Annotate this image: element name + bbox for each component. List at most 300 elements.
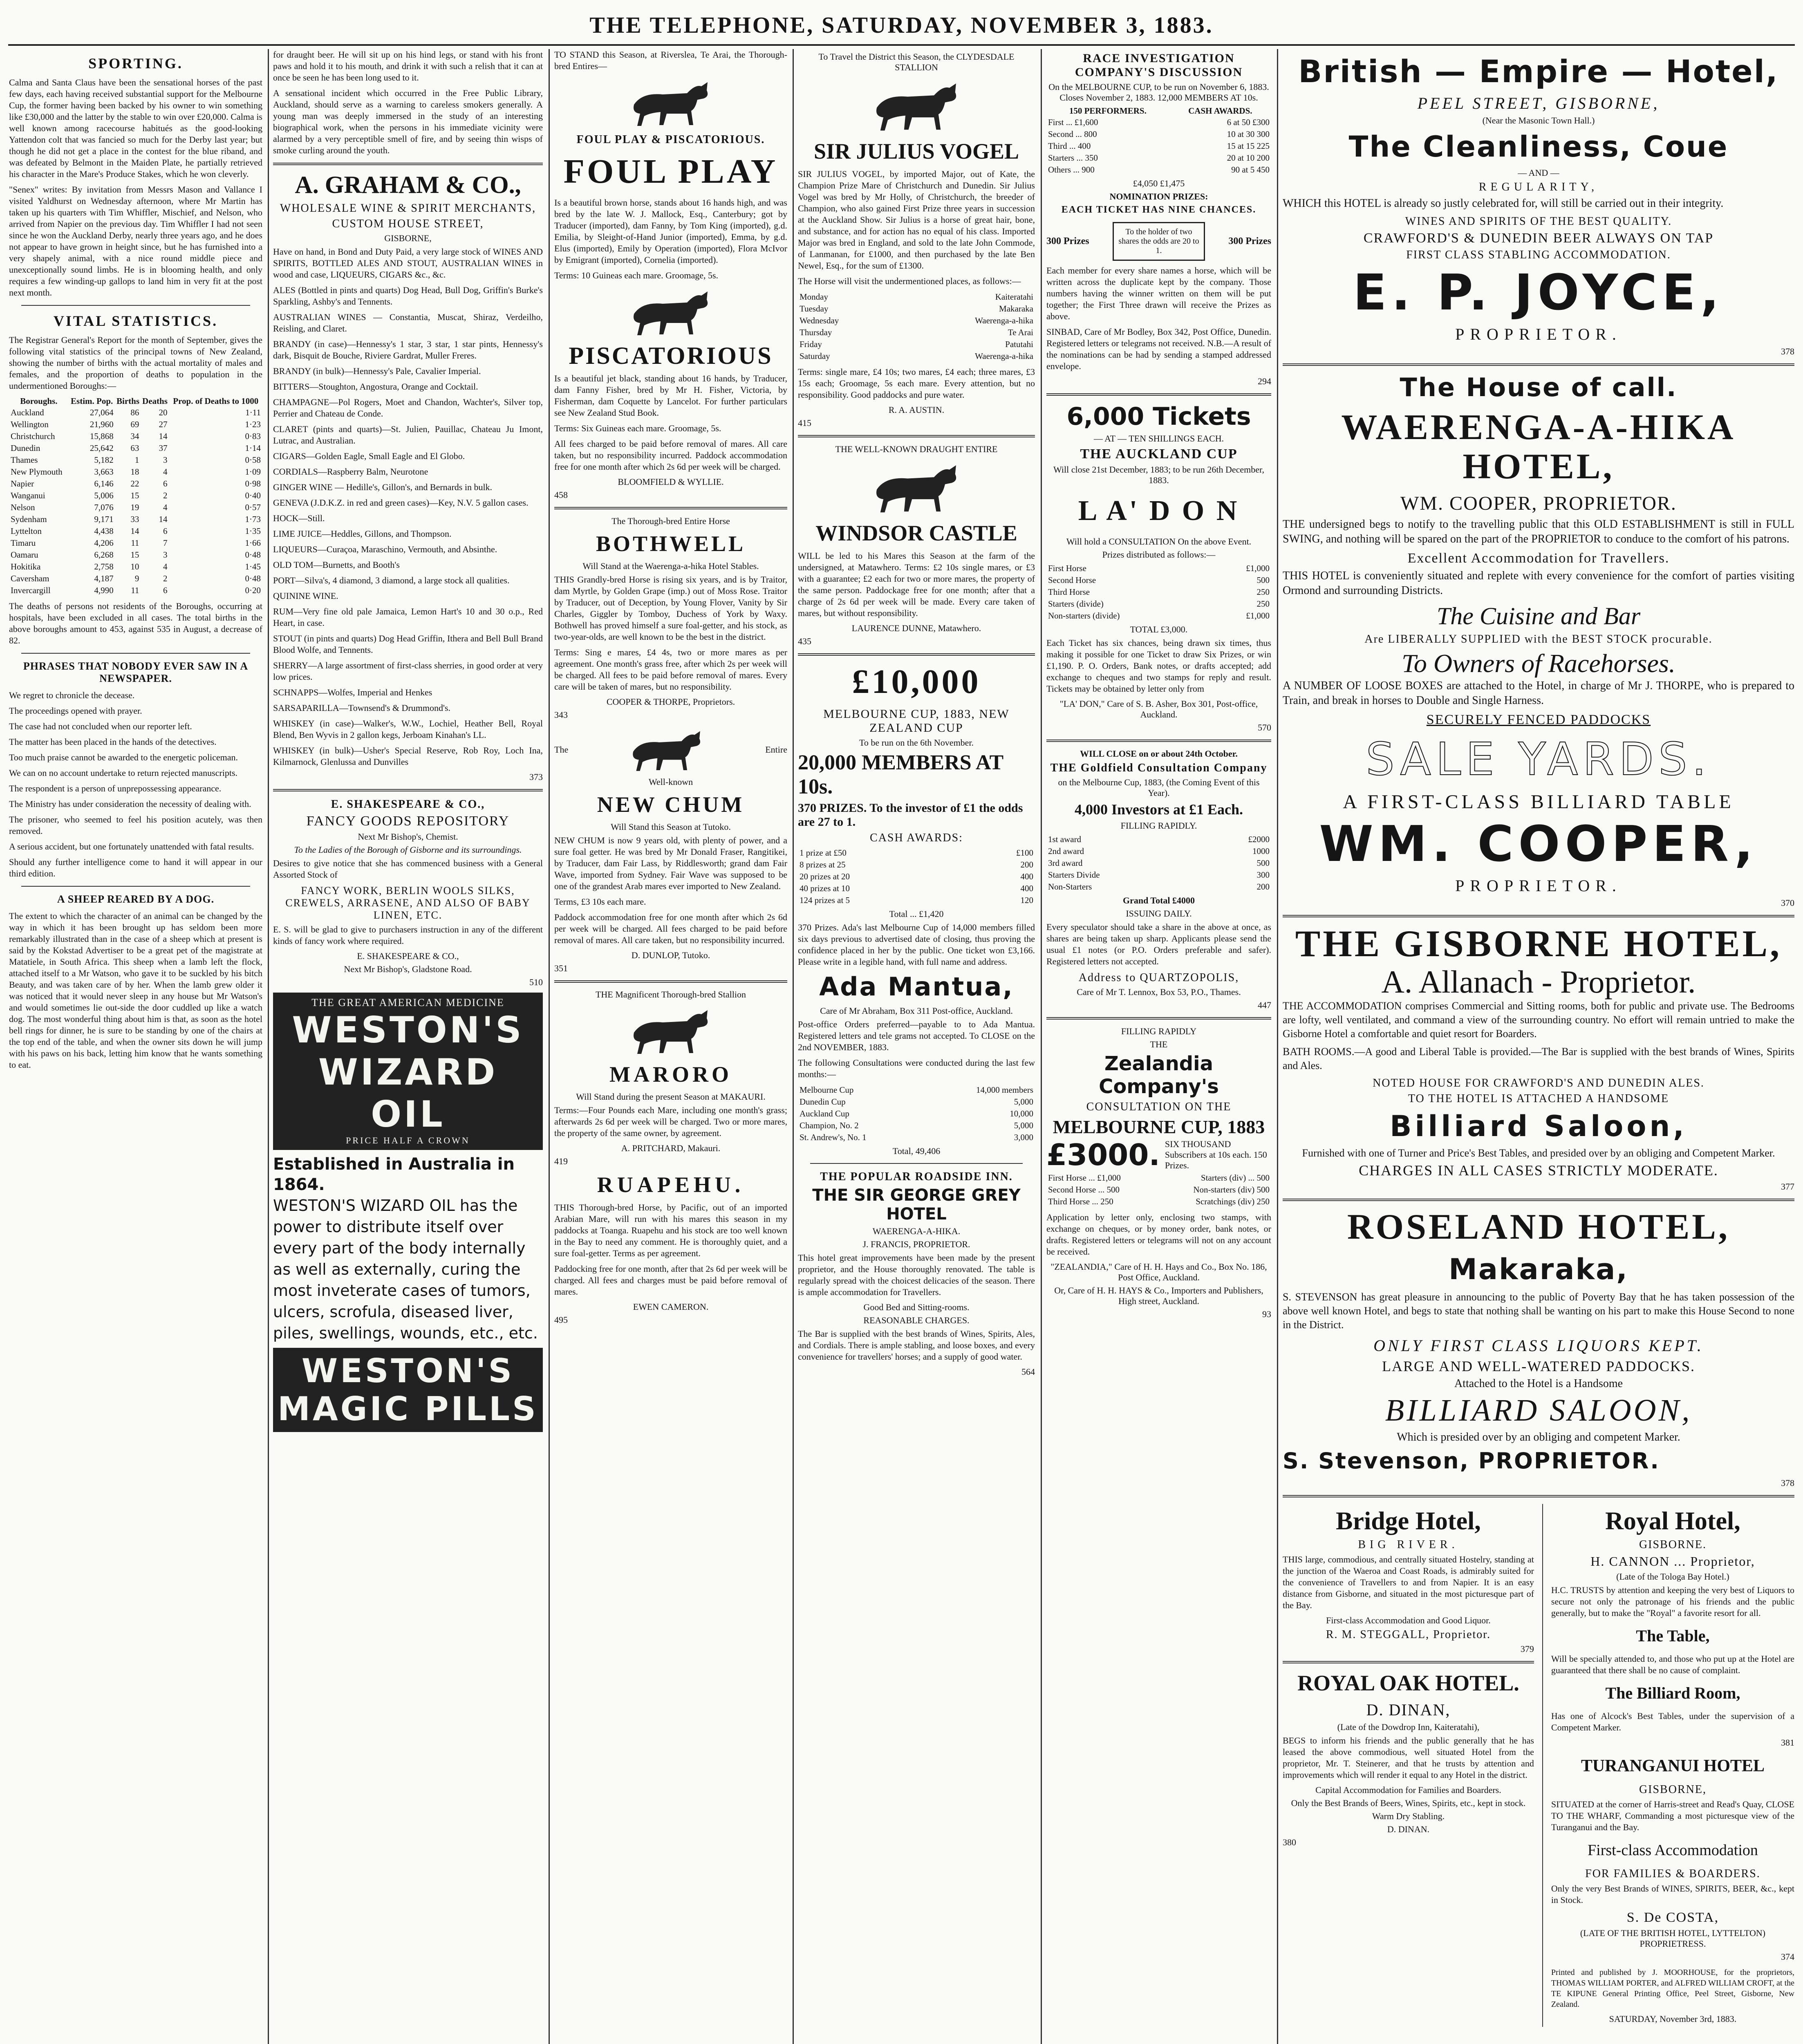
roseland-hotel-marker: Which is presided over by an obliging and competent Marker. — [1397, 1431, 1680, 1443]
table-row — [9, 490, 262, 502]
table-header: Boroughs. — [20, 396, 58, 406]
itinerary-row-cell: Waerenga-a-hika — [975, 351, 1033, 361]
sweep-body: 370 Prizes. Ada's last Melbourne Cup of 14,000 members filled six days previous to advertised date of closing, thus proving the confidence placed in her by the public. One ticket won £3,166. Please write in a legible hand, with full name and address. — [798, 922, 1035, 967]
divider — [1046, 1017, 1271, 1020]
proprietor-label: PROPRIETOR. — [1455, 325, 1622, 343]
royal-hotel-billiard-body: Has one of Alcock's Best Tables, under the supervision of a Competent Marker. — [1551, 1711, 1794, 1732]
race-investigation-row — [1046, 117, 1271, 128]
article-paragraph: Calma and Santa Claus have been the sensational horses of the past few days, each having received substantial support for the Melbourne Cup, the former having been backed by his owner to win something like £30,000 and the latter by the stable to win over £20,000. Calma is well known among racecourse habitués as the good-looking Yattendon colt that was fancied so much for the Derby last year; but though he did not get a place in the contest for the blue riband, and was defeated by Belmont in the Maiden Plate, he partially retrieved his character in the Mare's Produce Stakes, which he won cleverly. — [9, 77, 262, 179]
roseland-hotel-title: ROSELAND HOTEL, — [1347, 1207, 1730, 1247]
wine-list-item: BRANDY (in case)—Hennessy's 1 star, 3 star, 1 star pints, Hennessy's dark, Bisquit de Bouche, Riviere Gardrat, Muller Freres. — [273, 339, 543, 361]
table-row-cell: Caversham — [11, 574, 49, 583]
consultation-row-cell: Auckland Cup — [800, 1109, 849, 1118]
itinerary-row — [798, 303, 1035, 315]
royal-oak-brands: Only the Best Brands of Beers, Wines, Spirits, etc., kept in stock. — [1291, 1798, 1526, 1808]
la-don-prize-row — [1046, 610, 1271, 622]
royal-hotel-late: (Late of the Tologa Bay Hotel.) — [1616, 1571, 1729, 1582]
la-don-prize-row-cell: £1,000 — [1246, 611, 1270, 621]
royal-hotel-title: Royal Hotel, — [1605, 1507, 1740, 1535]
column-hotels — [1279, 49, 1799, 2044]
royal-hotel-place: GISBORNE. — [1639, 1538, 1707, 1551]
column-divider — [549, 49, 550, 2044]
stallion-itinerary-intro: The Horse will visit the undermentioned places, as follows:— — [798, 276, 1021, 286]
royal-oak-stabling: Warm Dry Stabling. — [1372, 1811, 1445, 1821]
stallion-description: THIS Grandly-bred Horse is rising six years, and is by Traitor, dam Myrtle, by Golden Grape (imp.) out of Moss Rose. Traitor by Traducer, out of Deception, by Young Flover, Vanity by Sir Charles, Giggler by Tomboy, Duchess of York by Waxy. Bothwell has proved himself a sure foal-getter, and his stock, as two-year-olds, are well known to be the best in the district. — [554, 574, 787, 642]
itinerary-row-cell: Kaiteratahi — [995, 292, 1033, 302]
divider — [554, 507, 787, 509]
goldfield-award-row — [1046, 845, 1271, 857]
goldfield-award-row-cell: 1000 — [1252, 846, 1270, 856]
cash-award-row — [798, 859, 1035, 871]
advert-number: 343 — [554, 710, 568, 720]
divider — [1283, 363, 1794, 366]
cash-award-row-cell: 20 prizes at 20 — [800, 872, 850, 881]
table-row-cell: 1·45 — [245, 562, 261, 572]
divider — [1046, 740, 1271, 742]
new-chum-header — [554, 725, 787, 774]
label-the: The — [554, 744, 569, 755]
masthead: THE TELEPHONE, SATURDAY, NOVEMBER 3, 1883. — [589, 13, 1214, 38]
table-row-cell: 14 — [159, 431, 168, 441]
auckland-cup-title: THE AUCKLAND CUP — [1080, 446, 1238, 462]
roseland-hotel-attached: Attached to the Hotel is a Handsome — [1454, 1377, 1623, 1390]
table-row — [9, 442, 262, 454]
cash-award-row-cell: 1 prize at £50 — [800, 848, 847, 858]
inn-title: THE SIR GEORGE GREY HOTEL — [812, 1186, 1021, 1224]
goldfield-award-row — [1046, 869, 1271, 881]
banner-product: WIZARD OIL — [318, 1051, 498, 1135]
divider — [810, 1163, 1023, 1164]
advert-number: 458 — [554, 490, 568, 500]
itinerary-table — [798, 291, 1035, 362]
gisborne-hotel-billiards: Billiard Saloon, — [1390, 1109, 1687, 1143]
cash-award-row — [798, 894, 1035, 906]
advert-number: 373 — [529, 772, 543, 782]
wizard-oil-body: WESTON'S WIZARD OIL has the power to distribute itself over every part of the body internally as well as externally, curing the most inveterate cases of tumors, ulcers, scrofula, diseased liver, piles, swellings, wounds, etc., etc. — [273, 1197, 538, 1342]
zealandia-filling: FILLING RAPIDLY — [1121, 1026, 1197, 1036]
advert-signature: COOPER & THORPE, Proprietors. — [606, 697, 735, 707]
wine-list-item: STOUT (in pints and quarts) Dog Head Griffin, Ithera and Bell Bull Brand Blood Wolfe, and Tennents. — [273, 633, 543, 655]
zealandia-body: Application by letter only, enclosing two stamps, with exchange on cheques, or by money order, bank notes, or drafts. Registered letters or telegrams will not on any account be received. — [1046, 1212, 1271, 1257]
divider — [1283, 915, 1794, 917]
phrase-item: The matter has been placed in the hands of the detectives. — [9, 737, 217, 747]
advert-subtitle: WHOLESALE WINE & SPIRIT MERCHANTS, — [280, 202, 536, 215]
table-row-cell: 7,076 — [94, 502, 114, 512]
sweep-events: MELBOURNE CUP, 1883, NEW ZEALAND CUP — [823, 707, 1010, 735]
goldfield-award-row-cell: 500 — [1257, 858, 1270, 868]
consultation-row-cell: 5,000 — [1014, 1097, 1033, 1107]
phrase-item: We regret to chronicle the decease. — [9, 690, 135, 700]
stallion-stand: Will Stand during the present Season at MAKAURI. — [576, 1091, 766, 1102]
advert-address: Next Mr Bishop's, Gladstone Road. — [344, 964, 472, 974]
divider — [1283, 1495, 1794, 1497]
advert-label: THE Magnificent Thorough-bred Stallion — [595, 989, 746, 1000]
ada-mantua-terms: Post-office Orders preferred—payable to to Ada Mantua. Registered letters and tele grams not accepted. To CLOSE on the 2nd NOVEMBER, 1883. — [798, 1019, 1035, 1052]
race-investigation-row-cell: Starters ... 350 — [1048, 153, 1098, 163]
la-don-prize-row-cell: Third Horse — [1048, 587, 1090, 597]
stallion-description: THIS Thorough-bred Horse, by Pacific, out of an imported Arabian Mare, will run with his mares this season in my paddocks at Toanga. Ruapehu and his stock are too well known in the Bay to need any comment. He is thoroughly quiet, and a sure foal-getter. Terms as per agreement. — [554, 1202, 787, 1258]
table-row-cell: 6,268 — [94, 550, 114, 560]
phrase-item: The proceedings opened with prayer. — [9, 706, 142, 716]
consultations-total: Total, 49,406 — [892, 1146, 941, 1156]
divider — [273, 163, 543, 165]
hotel-right-column — [1551, 1504, 1794, 2027]
sale-yards: SALE YARDS. — [1366, 733, 1711, 785]
advert-number: 415 — [798, 418, 811, 428]
wine-list-item: CIGARS—Golden Eagle, Small Eagle and El Globo. — [273, 451, 465, 461]
table-row — [9, 430, 262, 442]
divider — [1283, 1199, 1794, 1201]
race-investigation-row — [1046, 140, 1271, 152]
gisborne-hotel-title: THE GISBORNE HOTEL, — [1295, 923, 1782, 964]
table-row-cell: 15 — [130, 491, 139, 500]
table-row-cell: 19 — [130, 502, 139, 512]
magic-pills-banner — [273, 1348, 543, 1432]
goldfield-filling: FILLING RAPIDLY. — [1120, 820, 1197, 831]
table-header: CASH AWARDS. — [1188, 106, 1252, 116]
british-empire-hotel-title: British — Empire — Hotel, — [1298, 53, 1779, 90]
race-investigation-contact: SINBAD, Care of Mr Bodley, Box 342, Post Office, Dunedin. Registered letters or telegrams not received. N.B.—A result of the nominations can be had by sending a stamped addressed envelope. — [1046, 327, 1271, 371]
stallion-conditions: Paddock accommodation free for one month after which 2s 6d per week will be charged. All fees charged to be paid before removal of mares. All care taken, but no responsibility incurred. — [554, 912, 787, 945]
la-don-prize-row-cell: 500 — [1257, 575, 1270, 585]
divider — [21, 305, 250, 306]
race-investigation-row-cell: 15 at 15 225 — [1227, 141, 1270, 151]
divider — [1046, 393, 1271, 396]
wine-list-item: CHAMPAGNE—Pol Rogers, Moet and Chandon, Wachter's, Silver top, Perrier and Chateau de Conde. — [273, 397, 543, 419]
race-investigation-row — [1046, 164, 1271, 176]
table-row-cell: 15 — [130, 550, 139, 560]
advert-number: 379 — [1520, 1644, 1534, 1654]
advert-number: 419 — [554, 1156, 568, 1166]
table-row-cell: 0·83 — [245, 431, 261, 441]
wine-list-item: GENEVA (J.D.K.Z. in red and green cases)—Key, N.V. 5 gallon cases. — [273, 498, 529, 508]
consultation-row-cell: 3,000 — [1014, 1132, 1033, 1142]
table-row-cell: Christchurch — [11, 431, 55, 441]
cash-award-row-cell: 40 prizes at 10 — [800, 883, 850, 893]
table-row-cell: 14 — [159, 514, 168, 524]
advert-label: FOUL PLAY & PISCATORIOUS. — [576, 133, 765, 146]
table-row-cell: 3 — [163, 455, 168, 465]
wine-list-item: BITTERS—Stoughton, Angostura, Orange and Cocktail. — [273, 381, 478, 392]
race-investigation-row — [1046, 128, 1271, 140]
gisborne-hotel-noted: NOTED HOUSE FOR CRAWFORD'S AND DUNEDIN ALES. — [1373, 1077, 1704, 1089]
advert-number: 370 — [1781, 898, 1794, 908]
phrase-item: The respondent is a person of unprepossessing appearance. — [9, 783, 222, 793]
table-row-cell: 6 — [163, 479, 168, 489]
horse-illustration — [626, 725, 708, 774]
race-investigation-row-cell: 20 at 10 200 — [1227, 153, 1270, 163]
table-row-cell: 4,187 — [94, 574, 114, 583]
roseland-hotel-place: Makaraka, — [1449, 1253, 1628, 1286]
prizes-count: 300 Prizes — [1046, 236, 1089, 247]
royal-oak-signature: D. DINAN. — [1387, 1824, 1430, 1834]
wine-list-item: WHISKEY (in case)—Walker's, W.W., Lochiel, Heather Bell, Royal Blend, Ben Wyvis in 2 gallon kegs, Jerboam Kinahan's LL. — [273, 718, 543, 740]
turanganui-late: (LATE OF THE BRITISH HOTEL, LYTTELTON) PROPRIETRESS. — [1580, 1928, 1766, 1949]
itinerary-row-cell: Waerenga-a-hika — [975, 316, 1033, 325]
wizard-oil-established: Established in Australia in 1864. — [273, 1155, 515, 1194]
table-row-cell: Auckland — [11, 408, 44, 417]
advert-number: 380 — [1283, 1837, 1296, 1847]
cash-award-row-cell: 8 prizes at 25 — [800, 860, 846, 870]
sweep-run-date: To be run on the 6th November. — [859, 737, 974, 748]
zealandia-prize-row-cell: Second Horse ... 500 — [1048, 1185, 1120, 1195]
itinerary-row-cell: Tuesday — [800, 304, 829, 314]
table-row-cell: 1·35 — [245, 526, 261, 536]
stallion-name-bothwell: BOTHWELL — [596, 531, 746, 556]
itinerary-row — [798, 291, 1035, 303]
inn-place: WAERENGA-A-HIKA. — [872, 1226, 961, 1236]
zealandia-the: THE — [1150, 1039, 1168, 1049]
table-row-cell: 1·11 — [245, 408, 261, 417]
royal-oak-title: ROYAL OAK HOTEL. — [1297, 1671, 1519, 1695]
roseland-hotel-body: S. STEVENSON has great pleasure in announcing to the public of Poverty Bay that he has taken possession of the above well known Hotel, and begs to state that nothing shall be wanting on his part to make this House Second to none in the District. — [1283, 1291, 1794, 1331]
royal-hotel-table-body: Will be specially attended to, and those who put up at the Hotel are guaranteed that there shall be no cause of complaint. — [1551, 1654, 1794, 1675]
goldfield-award-row — [1046, 834, 1271, 845]
inn-body: This hotel great improvements have been made by the present proprietor, and the House thoroughly renovated. The table is regularly spread with the choicest delicacies of the season. There is ample accommodation for Travellers. — [798, 1253, 1035, 1297]
advert-number: 564 — [1021, 1367, 1035, 1377]
consultation-row-cell: Dunedin Cup — [800, 1097, 846, 1107]
hotel-cleanliness: The Cleanliness, Coue — [1348, 130, 1729, 164]
prize-row — [1046, 218, 1271, 265]
table-row-cell: 15,868 — [90, 431, 114, 441]
table-row — [9, 407, 262, 419]
table-row-cell: Wellington — [11, 419, 49, 429]
hotel-stabling: FIRST CLASS STABLING ACCOMMODATION. — [1406, 249, 1671, 261]
table-row-cell: 1 — [134, 455, 139, 465]
consultation-row-cell: 5,000 — [1014, 1121, 1033, 1130]
waerenga-hotel-paddocks: SECURELY FENCED PADDOCKS — [1426, 712, 1651, 727]
table-row-cell: Invercargill — [11, 585, 51, 595]
table-row-cell: 63 — [130, 443, 139, 453]
goldfield-address: Address to QUARTZOPOLIS, — [1078, 971, 1239, 984]
table-row-cell: 4,990 — [94, 585, 114, 595]
waerenga-hotel-excellent: Excellent Accommodation for Travellers. — [1407, 551, 1670, 566]
table-row-cell: 11 — [131, 585, 139, 595]
table-row-cell: Napier — [11, 479, 34, 489]
stallion-description: Is a beautiful jet black, standing about 16 hands, by Traducer, dam Fanny Fisher, bred by Mr H. Fisher, Victoria, by Fisherman, dam Coquette by Lancelot. For further particulars see New Zealand Stud Book. — [554, 373, 787, 418]
phrases-list — [9, 690, 262, 879]
wine-list-item: HOCK—Still. — [273, 513, 325, 523]
advert-intro: To Travel the District this Season, the CLYDESDALE STALLION — [818, 52, 1015, 72]
itinerary-row — [798, 338, 1035, 350]
wine-list-item: CORDIALS—Raspberry Balm, Neurotone — [273, 466, 428, 477]
divider — [1283, 1661, 1534, 1663]
waerenga-hotel-body: THIS HOTEL is conveniently situated and replete with every convenience for the comfort of parties visiting Ormond and surrounding Districts. — [1283, 569, 1794, 597]
hotel-near: (Near the Masonic Town Hall.) — [1482, 115, 1595, 126]
table-row-cell: Dunedin — [11, 443, 40, 453]
race-investigation-row-cell: Others ... 900 — [1048, 165, 1095, 175]
roseland-hotel-billiard: BILLIARD SALOON, — [1385, 1393, 1692, 1428]
stallion-name-maroro: MARORO — [609, 1062, 732, 1087]
bridge-hotel-accommodation: First-class Accommodation and Good Liquor. — [1326, 1615, 1491, 1625]
waerenga-hotel-proprietor: WM. COOPER, PROPRIETOR. — [1400, 493, 1677, 514]
wine-list-item: QUININE WINE. — [273, 591, 338, 601]
stallion-name-sir-julius-vogel: SIR JULIUS VOGEL — [813, 139, 1019, 164]
royal-oak-capital: Capital Accommodation for Families and Boarders. — [1315, 1785, 1501, 1795]
goldfield-subtitle: on the Melbourne Cup, 1883, (the Coming Event of this Year). — [1058, 777, 1260, 798]
stallion-conditions: Paddocking free for one month, after that 2s 6d per week will be charged. All fees and charges must be paid before removal of mares. — [554, 1264, 787, 1297]
ada-mantua-title: Ada Mantua, — [819, 972, 1014, 1002]
goldfield-award-row-cell: 200 — [1257, 882, 1270, 892]
zealandia-title: Zealandia Company's — [1099, 1052, 1219, 1098]
column-clydesdale — [794, 49, 1039, 2044]
la-don-total: TOTAL £3,000. — [1130, 624, 1188, 634]
phrase-item: The case had not concluded when our reporter left. — [9, 721, 192, 731]
table-row-cell: 6 — [163, 526, 168, 536]
banner-product: MAGIC PILLS — [278, 1390, 538, 1428]
column-consultations — [1042, 49, 1275, 2044]
advert-signature: BLOOMFIELD & WYLLIE. — [618, 477, 724, 487]
table-row — [9, 561, 262, 573]
divider — [21, 653, 250, 654]
race-investigation-row-cell: Third ... 400 — [1048, 141, 1091, 151]
house-of-call: The House of call. — [1400, 372, 1678, 402]
race-investigation-subtitle: On the MELBOURNE CUP, to be run on November 6, 1883. Closes November 2, 1883. 12,000 MEMBERS AT 10s. — [1048, 82, 1269, 103]
table-row-cell: 5,006 — [94, 491, 114, 500]
la-don-prize-row-cell: Second Horse — [1048, 575, 1096, 585]
wine-list-item: SARSAPARILLA—Townsend's & Drummond's. — [273, 703, 451, 713]
table-row-cell: 4 — [163, 562, 168, 572]
zealandia-prize-row-cell: First Horse ... £1,000 — [1048, 1173, 1121, 1183]
goldfield-award-table — [1046, 834, 1271, 893]
table-row-cell: 86 — [130, 408, 139, 417]
zealandia-prize-row-cell: Third Horse ... 250 — [1048, 1197, 1113, 1206]
turanganui-place: GISBORNE, — [1639, 1783, 1707, 1796]
auckland-cup-dates: Will close 21st December, 1883; to be run 26th December, 1883. — [1053, 464, 1265, 485]
wine-list-item: CLARET (pints and quarts)—St. Julien, Pauillac, Chateau Ju Imont, Lutrac, and Australian. — [273, 424, 543, 446]
table-row-cell: 4 — [163, 467, 168, 477]
zealandia-subscribers: SIX THOUSAND Subscribers at 10s each. 150 Prizes. — [1165, 1139, 1267, 1170]
la-don-prize-row — [1046, 586, 1271, 598]
advert-number: 378 — [1781, 1478, 1794, 1488]
advert-intro: TO STAND this Season, at Riversleа, Te Arai, the Thorough-bred Entires— — [554, 49, 787, 71]
advert-signature: D. DUNLOP, Tutoko. — [631, 950, 710, 960]
stallion-terms: Terms, £3 10s each mare. — [554, 896, 646, 907]
bridge-hotel-title: Bridge Hotel, — [1336, 1507, 1481, 1535]
advert-signature: A. PRITCHARD, Makauri. — [621, 1143, 721, 1153]
goldfield-award-row-cell: 2nd award — [1048, 846, 1084, 856]
consultations-table — [798, 1084, 1035, 1143]
consultation-row-cell: 10,000 — [1010, 1109, 1033, 1118]
table-row-cell: 37 — [159, 443, 168, 453]
tickets-title: 6,000 Tickets — [1066, 402, 1251, 431]
article-paragraph: for draught beer. He will sit up on his hind legs, or stand with his front paws and hold it to his mouth, and drink it with such a relish that it can at once be seen he has been long used to it. — [273, 49, 543, 83]
advert-title-shakespeare: E. SHAKESPEARE & CO., — [331, 798, 485, 811]
table-row-cell: 5,182 — [94, 455, 114, 465]
waerenga-hotel-title: WAERENGA-A-HIKA HOTEL, — [1341, 408, 1736, 486]
table-header: Deaths — [142, 396, 168, 406]
stallion-name-piscatorious: PISCATORIOUS — [569, 342, 773, 369]
waerenga-hotel-owners: To Owners of Racehorses. — [1402, 649, 1675, 678]
advert-number: 374 — [1781, 1952, 1794, 1962]
bridge-hotel-place: BIG RIVER. — [1358, 1538, 1459, 1551]
advert-signature: LAURENCE DUNNE, Matawhero. — [851, 623, 981, 633]
inn-proprietor: J. FRANCIS, PROPRIETOR. — [862, 1239, 970, 1249]
royal-hotel-billiard: The Billiard Room, — [1605, 1684, 1740, 1702]
advert-signature: R. A. AUSTIN. — [888, 405, 945, 415]
roseland-hotel-liquors: ONLY FIRST CLASS LIQUORS KEPT. — [1373, 1336, 1704, 1355]
table-header: Estim. Pop. — [71, 396, 113, 406]
inner-divider — [1542, 1504, 1543, 2027]
divider — [21, 886, 250, 887]
imprint-date: SATURDAY, November 3rd, 1883. — [1609, 2014, 1737, 2024]
consultations-intro: The following Consultations were conducted during the last few months:— — [798, 1058, 1035, 1079]
royal-hotel-table: The Table, — [1636, 1627, 1710, 1645]
article-paragraph: The deaths of persons not residents of the Boroughs, occurring at hospitals, have been excluded in all cases. The total births in the above boroughs amount to 453, against 535 in August, a decrease of 82. — [9, 601, 262, 645]
gisborne-hotel-proprietor: A. Allanach - Proprietor. — [1381, 964, 1696, 1000]
itinerary-row-cell: Saturday — [800, 351, 830, 361]
table-row-cell: Thames — [11, 455, 38, 465]
consultation-row — [798, 1132, 1035, 1143]
divider — [554, 980, 787, 983]
hotel-and: — AND — — [1518, 168, 1559, 178]
proprietor-name-cooper: WM. COOPER, — [1319, 816, 1758, 873]
table-row-cell: 3,663 — [94, 467, 114, 477]
table-row-cell: 0·40 — [245, 491, 261, 500]
wine-list-item: SHERRY—A large assortment of first-class sherries, in good order at very low prices. — [273, 660, 543, 682]
wine-list-item: BRANDY (in bulk)—Hennessy's Pale, Cavalier Imperial. — [273, 366, 481, 376]
table-row-cell: 27,064 — [90, 408, 114, 417]
prizes-count: 300 Prizes — [1228, 236, 1271, 247]
itinerary-row — [798, 327, 1035, 338]
zealandia-prize-row — [1046, 1196, 1271, 1208]
itinerary-row-cell: Te Arai — [1008, 327, 1033, 337]
advert-dedication: To the Ladies of the Borough of Gisborne and its surroundings. — [294, 845, 522, 855]
inn-label: THE POPULAR ROADSIDE INN. — [820, 1170, 1013, 1183]
cash-award-row-cell: 400 — [1020, 872, 1033, 881]
itinerary-row-cell: Monday — [800, 292, 828, 302]
goldfield-award-row-cell: 1st award — [1048, 834, 1082, 844]
la-don-prize-row — [1046, 574, 1271, 586]
wine-list-item: WHISKEY (in bulk)—Usher's Special Reserve, Rob Roy, Loch Ina, Kilmarnock, Glenlussa and Dunvilles — [273, 745, 543, 767]
table-row-cell: 1·73 — [245, 514, 261, 524]
cash-awards-table — [798, 847, 1035, 906]
advert-label: THE WELL-KNOWN DRAUGHT ENTIRE — [835, 444, 998, 454]
divider — [798, 653, 1035, 656]
roseland-hotel-proprietor: S. Stevenson, PROPRIETOR. — [1283, 1448, 1660, 1474]
banner-price: PRICE HALF A CROWN — [346, 1135, 470, 1145]
goldfield-award-row — [1046, 857, 1271, 869]
column-graham — [269, 49, 547, 2044]
statistics-table — [9, 396, 262, 596]
race-investigation-row-cell: 10 at 30 300 — [1227, 129, 1270, 139]
la-don-title: L A' D O N — [1078, 495, 1240, 527]
advert-body: Desires to give notice that she has commenced business with a General Assorted Stock of — [273, 858, 543, 880]
table-row-cell: 2,758 — [94, 562, 114, 572]
turanganui-title: TURANGANUI HOTEL — [1581, 1757, 1765, 1775]
consultation-row-cell: Champion, No. 2 — [800, 1121, 859, 1130]
banner-heading: THE GREAT AMERICAN MEDICINE — [311, 997, 504, 1009]
wine-list-item: SCHNAPPS—Wolfes, Imperial and Henkes — [273, 687, 432, 697]
divider — [273, 789, 543, 791]
la-don-prize-row-cell: Non-starters (divide) — [1048, 611, 1120, 621]
cash-award-row-cell: 124 prizes at 5 — [800, 895, 850, 905]
stallion-name-windsor-castle: WINDSOR CASTLE — [815, 521, 1017, 545]
zealandia-consultation: CONSULTATION ON THE — [1086, 1100, 1232, 1113]
table-row — [9, 573, 262, 585]
itinerary-row-cell: Thursday — [800, 327, 832, 337]
goldfield-award-row-cell: £2000 — [1248, 834, 1270, 844]
table-row-cell: 25,642 — [90, 443, 114, 453]
sweep-amount: £10,000 — [852, 663, 981, 701]
gisborne-hotel-furnished: Furnished with one of Turner and Price's Best Tables, and presided over by an obliging and Competent Marker. — [1302, 1147, 1775, 1159]
goldfield-total: Grand Total £4000 — [1122, 895, 1195, 905]
stallion-terms: Terms: single mare, £4 10s; two mares, £4 each; three mares, £3 15s each; Groomage, 5s each mare. Every attention, but no responsibility. Good paddocks and pure water. — [798, 367, 1035, 400]
table-row-cell: Oamaru — [11, 550, 38, 560]
horse-illustration — [867, 77, 965, 134]
consultation-row-cell: Melbourne Cup — [800, 1085, 854, 1095]
hotel-wines: WINES AND SPIRITS OF THE BEST QUALITY. — [1405, 215, 1672, 228]
